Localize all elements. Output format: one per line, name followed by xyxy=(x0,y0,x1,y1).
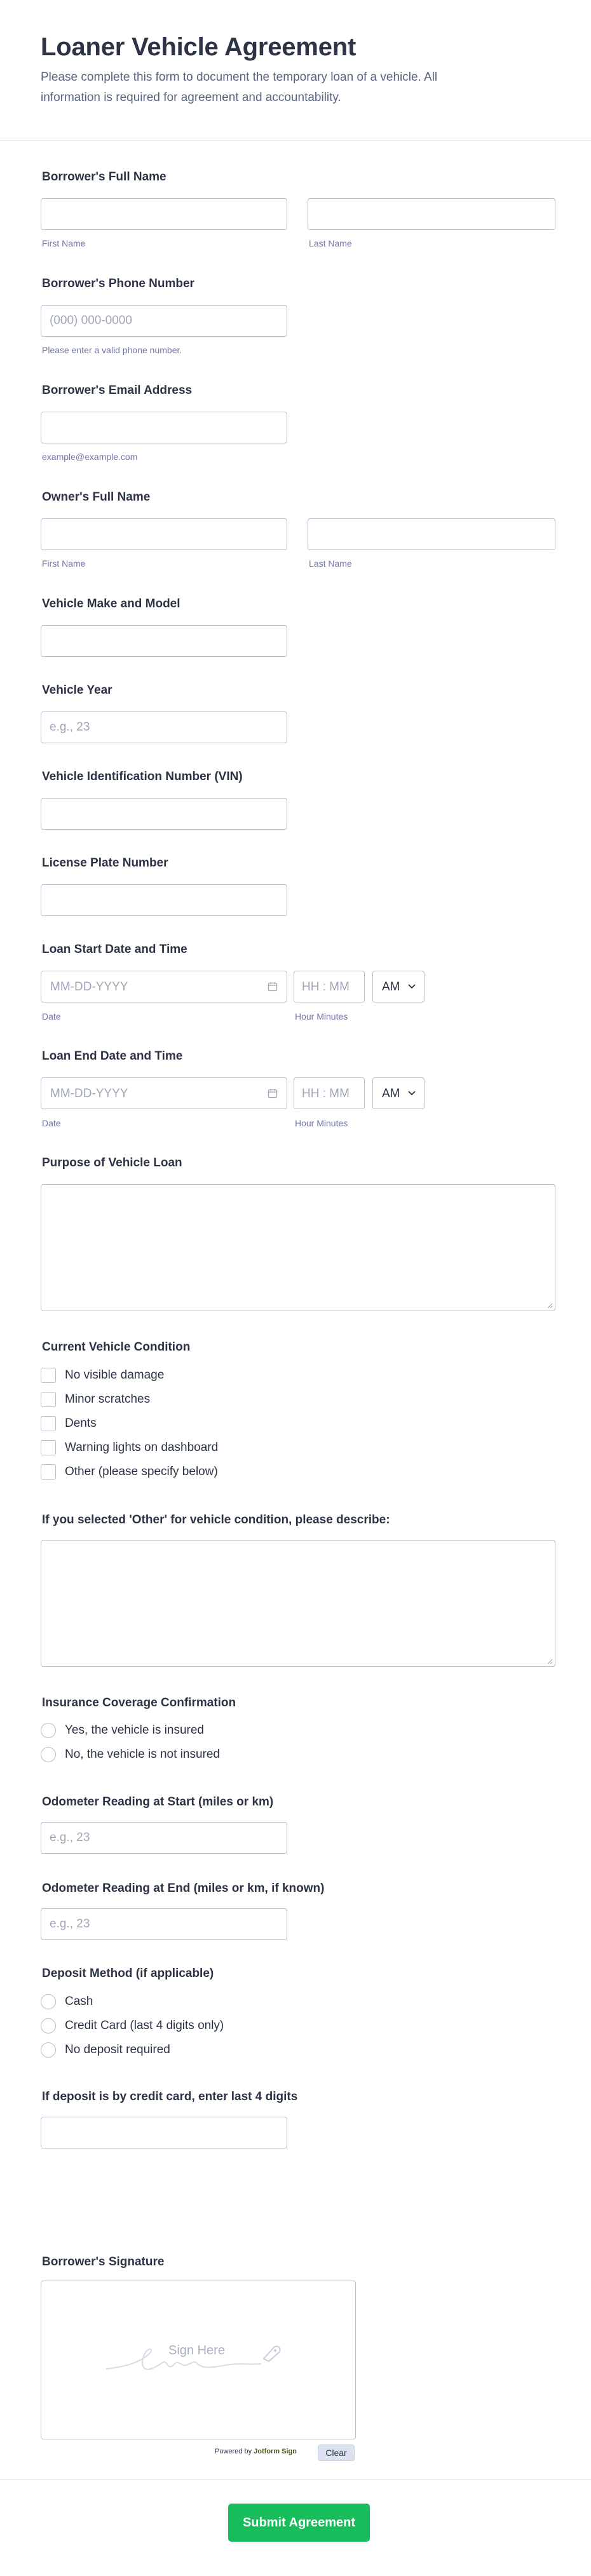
form-title: Loaner Vehicle Agreement xyxy=(41,33,357,61)
powered-by-prefix: Powered by xyxy=(215,2448,252,2455)
vin-label: Vehicle Identification Number (VIN) xyxy=(42,770,243,783)
form-description: Please complete this form to document the temporary loan of a vehicle. All information is required for agreement and accountability. xyxy=(41,71,438,104)
checkbox[interactable] xyxy=(41,1368,56,1383)
resize-grip-icon[interactable] xyxy=(547,1658,553,1664)
loan-end-ampm-value: AM xyxy=(382,1087,400,1100)
loan-end-ampm-select[interactable] xyxy=(372,1077,425,1109)
deposit-label: Deposit Method (if applicable) xyxy=(42,1967,214,1980)
radio-button[interactable] xyxy=(41,2018,56,2033)
borrower-last-name-sublabel: Last Name xyxy=(309,238,352,248)
insurance-label: Insurance Coverage Confirmation xyxy=(42,1696,236,1709)
clear-signature-button[interactable]: Clear xyxy=(318,2445,355,2461)
loan-end-time-input[interactable] xyxy=(294,1077,365,1109)
other-description-label: If you selected 'Other' for vehicle condition, please describe: xyxy=(42,1513,390,1527)
make-model-input[interactable] xyxy=(41,625,287,657)
borrower-first-name-sublabel: First Name xyxy=(42,238,86,248)
footer-divider xyxy=(0,2479,591,2480)
condition-option-label: No visible damage xyxy=(65,1368,165,1382)
condition-option[interactable] xyxy=(41,1391,150,1408)
vehicle-year-label: Vehicle Year xyxy=(42,684,112,697)
checkbox[interactable] xyxy=(41,1440,56,1455)
license-plate-input[interactable] xyxy=(41,884,287,916)
phone-hint: Please enter a valid phone number. xyxy=(42,345,182,355)
condition-option-label: Other (please specify below) xyxy=(65,1465,218,1478)
calendar-icon[interactable] xyxy=(268,981,278,992)
make-model-label: Vehicle Make and Model xyxy=(42,597,180,610)
submit-button[interactable]: Submit Agreement xyxy=(228,2504,370,2542)
resize-grip-icon[interactable] xyxy=(547,1302,553,1309)
condition-option-label: Minor scratches xyxy=(65,1393,151,1406)
checkbox[interactable] xyxy=(41,1392,56,1407)
other-description-textarea[interactable] xyxy=(41,1540,555,1667)
email-hint: example@example.com xyxy=(42,452,138,462)
email-input[interactable] xyxy=(41,412,287,443)
condition-option[interactable] xyxy=(41,1440,218,1456)
loan-end-date-placeholder: MM-DD-YYYY xyxy=(50,1087,128,1100)
loan-start-date-input[interactable] xyxy=(41,971,287,1002)
loan-end-time-sublabel: Hour Minutes xyxy=(295,1118,348,1128)
vin-input[interactable] xyxy=(41,798,287,830)
loan-start-date-placeholder: MM-DD-YYYY xyxy=(50,980,128,994)
license-plate-label: License Plate Number xyxy=(42,856,168,870)
condition-option-label: Dents xyxy=(65,1417,97,1430)
phone-label: Borrower's Phone Number xyxy=(42,277,194,290)
owner-name-label: Owner's Full Name xyxy=(42,490,151,504)
chevron-down-icon xyxy=(407,1089,416,1097)
powered-by xyxy=(215,2448,297,2455)
checkbox[interactable] xyxy=(41,1416,56,1431)
loan-start-time-input[interactable] xyxy=(294,971,365,1002)
loan-start-ampm-value: AM xyxy=(382,980,400,994)
checkbox[interactable] xyxy=(41,1464,56,1480)
condition-option-label: Warning lights on dashboard xyxy=(65,1441,219,1454)
borrower-first-name-input[interactable] xyxy=(41,198,287,230)
card-digits-input[interactable] xyxy=(41,2117,287,2148)
radio-button[interactable] xyxy=(41,2042,56,2058)
loan-end-time-placeholder: HH : MM xyxy=(302,1087,350,1100)
radio-button[interactable] xyxy=(41,1994,56,2009)
owner-last-name-sublabel: Last Name xyxy=(309,558,352,569)
card-digits-label: If deposit is by credit card, enter last 4 digits xyxy=(42,2090,298,2103)
condition-option[interactable] xyxy=(41,1415,97,1432)
phone-input[interactable] xyxy=(41,305,287,337)
purpose-label: Purpose of Vehicle Loan xyxy=(42,1156,182,1170)
signature-placeholder: Sign Here xyxy=(168,2343,225,2357)
insurance-option-label: No, the vehicle is not insured xyxy=(65,1748,220,1761)
odometer-start-label: Odometer Reading at Start (miles or km) xyxy=(42,1795,274,1809)
powered-by-brand[interactable]: Jotform Sign xyxy=(254,2448,297,2455)
deposit-option[interactable] xyxy=(41,1993,93,2010)
vehicle-year-input[interactable] xyxy=(41,711,287,743)
insurance-option[interactable] xyxy=(41,1746,220,1763)
insurance-option-label: Yes, the vehicle is insured xyxy=(65,1723,204,1737)
email-label: Borrower's Email Address xyxy=(42,384,193,397)
signature-pen-icon xyxy=(260,2342,283,2363)
odometer-end-input[interactable] xyxy=(41,1908,287,1940)
loan-start-time-placeholder: HH : MM xyxy=(302,980,350,994)
insurance-option[interactable] xyxy=(41,1722,204,1739)
condition-label: Current Vehicle Condition xyxy=(42,1340,191,1354)
loan-end-label: Loan End Date and Time xyxy=(42,1049,183,1063)
deposit-option[interactable] xyxy=(41,2042,170,2058)
owner-first-name-sublabel: First Name xyxy=(42,558,86,569)
owner-last-name-input[interactable] xyxy=(308,518,555,550)
loan-start-time-sublabel: Hour Minutes xyxy=(295,1011,348,1022)
deposit-option-label: Cash xyxy=(65,1995,93,2008)
condition-option[interactable] xyxy=(41,1367,164,1384)
condition-option[interactable] xyxy=(41,1464,218,1480)
odometer-end-label: Odometer Reading at End (miles or km, if known) xyxy=(42,1882,325,1895)
odometer-start-input[interactable] xyxy=(41,1822,287,1854)
deposit-option-label: Credit Card (last 4 digits only) xyxy=(65,2019,224,2032)
borrower-name-label: Borrower's Full Name xyxy=(42,170,166,184)
signature-pad[interactable] xyxy=(41,2281,356,2439)
chevron-down-icon xyxy=(407,983,416,990)
loan-end-date-input[interactable] xyxy=(41,1077,287,1109)
calendar-icon[interactable] xyxy=(268,1088,278,1098)
signature-label: Borrower's Signature xyxy=(42,2255,165,2269)
radio-button[interactable] xyxy=(41,1747,56,1762)
radio-button[interactable] xyxy=(41,1723,56,1738)
purpose-textarea[interactable] xyxy=(41,1184,555,1311)
loan-start-label: Loan Start Date and Time xyxy=(42,943,187,956)
borrower-last-name-input[interactable] xyxy=(308,198,555,230)
loan-end-date-sublabel: Date xyxy=(42,1118,61,1128)
loan-start-ampm-select[interactable] xyxy=(372,971,425,1002)
deposit-option-label: No deposit required xyxy=(65,2043,170,2056)
form-header xyxy=(0,0,591,141)
loan-start-date-sublabel: Date xyxy=(42,1011,61,1022)
deposit-option[interactable] xyxy=(41,2018,224,2034)
owner-first-name-input[interactable] xyxy=(41,518,287,550)
